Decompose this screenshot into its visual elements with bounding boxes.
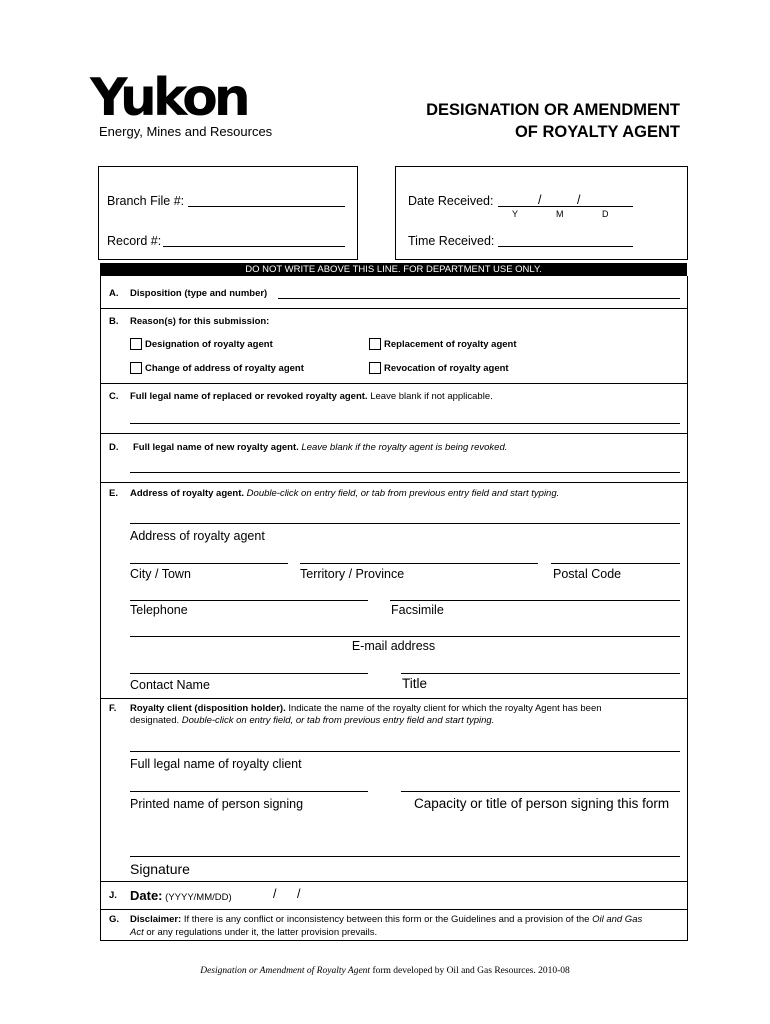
form-title-line1: DESIGNATION OR AMENDMENT: [426, 101, 680, 119]
divider-ef: [100, 698, 687, 699]
date-received-field[interactable]: [498, 206, 633, 207]
date-slash-2: /: [297, 887, 301, 901]
revocation-option-label: Revocation of royalty agent: [384, 363, 509, 374]
email-caption: E-mail address: [351, 639, 436, 653]
banner-text: DO NOT WRITE ABOVE THIS LINE. FOR DEPARTMENT USE ONLY.: [245, 264, 542, 275]
footer-form-name: Designation or Amendment of Royalty Agent: [200, 966, 371, 976]
postal-code-field[interactable]: [551, 563, 680, 564]
disclaimer-text: [130, 913, 682, 939]
city-caption: City / Town: [130, 567, 191, 581]
postal-code-caption: Postal Code: [553, 567, 622, 581]
date-slash-1: /: [273, 887, 277, 901]
change-address-option-label: Change of address of royalty agent: [145, 363, 304, 374]
contact-name-caption: Contact Name: [130, 678, 210, 692]
address-caption: Address of royalty agent: [130, 529, 265, 543]
revocation-checkbox[interactable]: [369, 362, 381, 374]
record-label: Record #:: [107, 234, 162, 248]
replaced-agent-label: [130, 391, 493, 402]
divider-de: [100, 482, 687, 483]
facsimile-field[interactable]: [390, 600, 680, 601]
form-title-line2: OF ROYALTY AGENT: [514, 123, 680, 141]
change-address-checkbox[interactable]: [130, 362, 142, 374]
designation-option-label: Designation of royalty agent: [145, 339, 273, 350]
signature-field[interactable]: [130, 856, 680, 857]
reasons-label: Reason(s) for this submission:: [130, 316, 270, 327]
facsimile-caption: Facsimile: [391, 603, 444, 617]
section-e-letter: E.: [109, 488, 118, 499]
capacity-caption: Capacity or title of person signing this form: [414, 796, 670, 811]
section-b-letter: B.: [109, 316, 119, 327]
disclaimer-text-2: or any regulations under it, the latter provision prevails.: [143, 927, 378, 938]
yukon-logo: Yukon: [90, 68, 247, 128]
address-section-note: Double-click on entry field, or tab from previous entry field and start typing.: [244, 488, 560, 499]
telephone-field[interactable]: [130, 600, 368, 601]
section-j-letter: J.: [109, 890, 117, 901]
signature-caption: Signature: [130, 861, 190, 877]
designation-checkbox[interactable]: [130, 338, 142, 350]
date-m-caption: M: [556, 209, 564, 219]
date-y-caption: Y: [512, 209, 519, 219]
section-d-letter: D.: [109, 442, 119, 453]
replaced-agent-label-bold: Full legal name of replaced or revoked royalty agent.: [130, 391, 368, 402]
divider-bc: [100, 383, 687, 384]
territory-field[interactable]: [300, 563, 538, 564]
new-agent-label-bold: Full legal name of new royalty agent.: [133, 442, 299, 453]
title-caption: Title: [402, 676, 428, 691]
royalty-client-label-bold: Royalty client (disposition holder).: [130, 703, 286, 714]
date-d-caption: D: [602, 209, 609, 219]
email-field[interactable]: [130, 636, 680, 637]
replaced-agent-field[interactable]: [130, 423, 680, 424]
royalty-client-note-line2: [130, 715, 494, 726]
telephone-caption: Telephone: [130, 603, 188, 617]
replacement-option-label: Replacement of royalty agent: [384, 339, 517, 350]
replaced-agent-note: Leave blank if not applicable.: [367, 391, 493, 402]
printed-name-caption: Printed name of person signing: [130, 797, 304, 811]
divider-jg: [100, 909, 687, 910]
record-field[interactable]: [163, 246, 345, 247]
address-section-label-bold: Address of royalty agent.: [130, 488, 245, 499]
new-agent-label: [133, 442, 507, 453]
title-field[interactable]: [401, 673, 680, 674]
date-label-bold: Date:: [130, 888, 163, 903]
department-use-banner: [100, 263, 687, 276]
royalty-client-note-2a: designated.: [130, 715, 182, 726]
royalty-client-field[interactable]: [130, 751, 680, 752]
section-f-letter: F.: [109, 703, 117, 714]
new-agent-note: Leave blank if the royalty agent is being revoked.: [298, 442, 508, 453]
department-name: Energy, Mines and Resources: [99, 124, 273, 139]
new-agent-field[interactable]: [130, 472, 680, 473]
divider-ab: [100, 308, 687, 309]
divider-fj: [100, 881, 687, 882]
capacity-field[interactable]: [401, 791, 680, 792]
address-section-label: [130, 488, 559, 499]
royalty-client-label: [130, 703, 602, 714]
branch-file-field[interactable]: [188, 206, 345, 207]
disclaimer-text-1: If there is any conflict or inconsistency between this form or the Guidelines and a provision of the: [181, 914, 593, 925]
date-separator-2: /: [577, 193, 581, 207]
replacement-checkbox[interactable]: [369, 338, 381, 350]
date-format: (YYYY/MM/DD): [162, 892, 232, 903]
royalty-client-note-2b: Double-click on entry field, or tab from previous entry field and start typing.: [181, 715, 495, 726]
date-separator-1: /: [538, 193, 542, 207]
royalty-client-caption: Full legal name of royalty client: [130, 757, 302, 771]
branch-file-label: Branch File #:: [107, 194, 185, 208]
royalty-client-note-1: Indicate the name of the royalty client for which the royalty Agent has been: [285, 703, 602, 714]
date-label: [130, 887, 232, 905]
disclaimer-act-2: Act: [130, 927, 144, 938]
footer-rest: form developed by Oil and Gas Resources. 2010-08: [370, 966, 570, 976]
section-a-letter: A.: [109, 288, 119, 299]
disclaimer-label: Disclaimer:: [130, 914, 182, 925]
time-received-field[interactable]: [498, 246, 633, 247]
address-field[interactable]: [130, 523, 680, 524]
section-c-letter: C.: [109, 391, 119, 402]
disclaimer-act-1: Oil and Gas: [592, 914, 643, 925]
disposition-field[interactable]: [278, 298, 680, 299]
date-received-label: Date Received:: [408, 194, 494, 208]
time-received-label: Time Received:: [408, 234, 495, 248]
divider-cd: [100, 433, 687, 434]
footer-note: [0, 966, 770, 976]
printed-name-field[interactable]: [130, 791, 368, 792]
section-g-letter: G.: [109, 914, 120, 925]
contact-name-field[interactable]: [130, 673, 368, 674]
disposition-label: Disposition (type and number): [130, 288, 268, 299]
city-field[interactable]: [130, 563, 288, 564]
territory-caption: Territory / Province: [300, 567, 405, 581]
